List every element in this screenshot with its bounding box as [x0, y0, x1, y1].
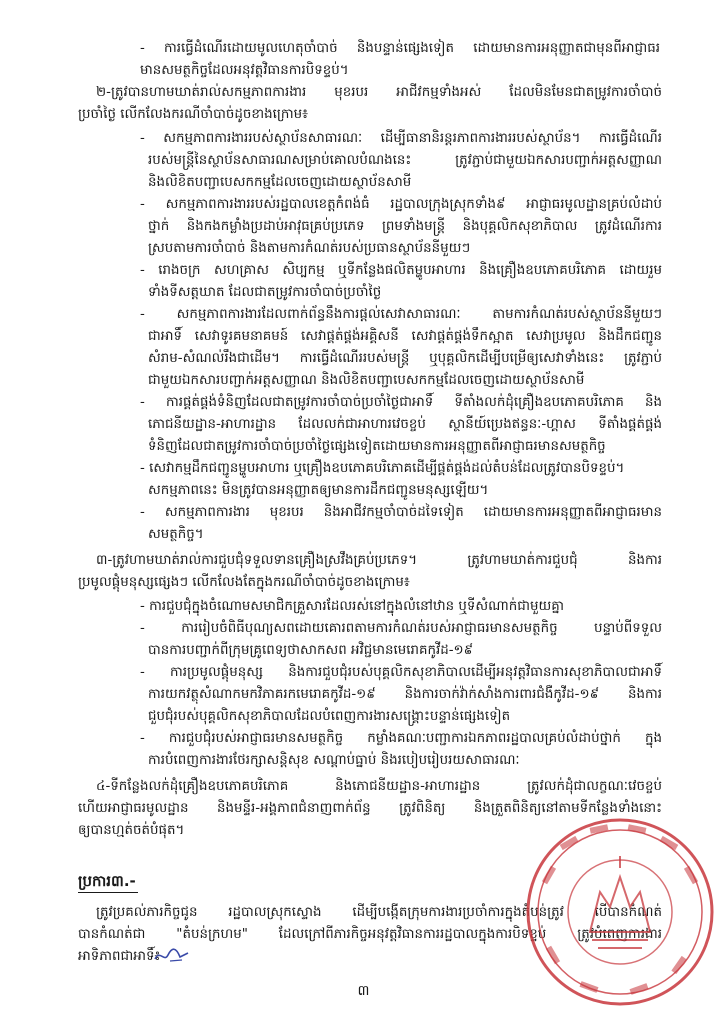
- text-line: ការយកវត្ថុសំណាកមកវិភាគរកមេរោគកូវីដ-១៩ និងការចាក់វ៉ាក់សាំងការពារជំងឺកូវីដ-១៩ និងការ: [148, 687, 662, 702]
- text-line: ប្រចាំថ្ងៃ លើកលែងករណីចាំបាច់ដូចខាងក្រោម៖: [78, 107, 308, 122]
- text-line: ថ្នាក់ និងកងកម្លាំងប្រដាប់អាវុធគ្រប់ប្រភេទ ព្រមទាំងមន្ត្រី និងបុគ្គលិកសុខាភិបាល ត្រូវដំណើរការ: [148, 219, 662, 234]
- text-line: ៤-ទីកន្លែងលក់ដុំគ្រឿងឧបភោគបរិភោគ និងភោជនីយដ្ឋាន-អាហារដ្ឋាន ត្រូវលក់ដុំជាលក្ខណៈវេចខ្ចប់: [96, 779, 662, 794]
- text-line: - ការជួបជុំរបស់អាជ្ញាធរមានសមត្ថកិច្ច កម្លាំងគណៈបញ្ជាការឯកភាពរដ្ឋបាលគ្រប់លំដាប់ថ្នាក់ ក្នុង: [140, 731, 662, 746]
- text-line: - សកម្មភាពការងារដែលពាក់ព័ន្ធនឹងការផ្តល់សេវាសាធារណៈ តាមការកំណត់របស់ស្ថាប័ននីមួយៗ: [140, 307, 662, 322]
- signature-mark: [152, 943, 192, 965]
- text-line: សកម្មភាពនេះ មិនត្រូវបានអនុញ្ញាតឲ្យមានការដឹកជញ្ជូនមនុស្សឡើយ។: [148, 483, 489, 498]
- article-heading: ប្រការ៣.-: [78, 872, 136, 890]
- text-line: ជាអាទិ៍ សេវាទូរគមនាគមន៍ សេវាផ្គត់ផ្គង់អគ្គិសនី សេវាផ្គត់ផ្គង់ទឹកស្អាត សេវាប្រមូល និងដឹកជញ្ជូន: [148, 329, 662, 344]
- text-line: ជួបជុំរបស់បុគ្គលិកសុខាភិបាលដែលបំពេញការងារសង្គ្រោះបន្ទាន់ផ្សេងទៀត: [148, 709, 511, 724]
- text-line: របស់មន្ត្រីនៃស្ថាប័នសាធារណសម្រាប់គោលបំណងនេះ ត្រូវភ្ជាប់ជាមួយឯកសារបញ្ជាក់អត្តសញ្ញាណ: [148, 153, 662, 168]
- text-line: ទំនិញដែលជាតម្រូវការចាំបាច់ប្រចាំថ្ងៃផ្សេងទៀតដោយមានការអនុញ្ញាតពីអាជ្ញាធរមានសមត្ថកិច្ច: [148, 439, 606, 454]
- page-number: ៣: [357, 983, 370, 999]
- text-line: សមត្ថកិច្ច។: [148, 527, 204, 542]
- heading-underline: [78, 892, 138, 893]
- text-line: ៣-ត្រូវហាមឃាត់រាល់ការជួបជុំទទួលទានគ្រឿងស្រវឹងគ្រប់ប្រភេទ។ ត្រូវហាមឃាត់ការជួបជុំ និងការ: [96, 553, 662, 568]
- text-line: និងលិខិតបញ្ជាបេសកកម្មដែលចេញដោយស្ថាប័នសាមី: [148, 175, 412, 190]
- text-line: អាទិភាពជាអាទិ៍៖: [78, 949, 161, 964]
- text-line: - សកម្មភាពការងារ មុខរបរ និងអាជីវកម្មចាំបាច់ដទៃទៀត ដោយមានការអនុញ្ញាតពីអាជ្ញាធរមាន: [140, 505, 662, 520]
- text-line: សំរាម-សំណល់រឹងជាដើម។ ការធ្វើដំណើររបស់មន្ត្រី ឬបុគ្គលិកដើម្បីបម្រើឲ្យសេវាទាំងនេះ ត្រូវភ្ជាប់: [148, 351, 662, 366]
- text-line: ហើយអាជ្ញាធរមូលដ្ឋាន និងមន្ទីរ-អង្គភាពជំនាញពាក់ព័ន្ធ ត្រូវពិនិត្យ និងត្រួតពិនិត្យនៅតាមទីកន្លែងទាំងនោះ: [78, 801, 662, 816]
- text-line: - ការធ្វើដំណើរដោយមូលហេតុចាំបាច់ និងបន្ទាន់ផ្សេងទៀត ដោយមានការអនុញ្ញាតជាមុនពីអាជ្ញាធរ: [140, 41, 660, 56]
- text-line: ឲ្យបានហ្មត់ចត់បំផុត។: [78, 823, 185, 838]
- text-line: បានការបញ្ជាក់ពីក្រុមគ្រូពេទ្យថាសាកសព អវិជ្ជមានមេរោគកូវីដ-១៩: [148, 643, 474, 658]
- text-line: ទាំងទីសត្តឃាត ដែលជាតម្រូវការចាំបាច់ប្រចាំថ្ងៃ: [148, 285, 382, 300]
- text-line: - សកម្មភាពការងាររបស់ស្ថាប័នសាធារណៈ ដើម្បីធានានិរន្តរភាពការងាររបស់ស្ថាប័ន។ ការធ្វើដំណើរ: [140, 131, 662, 146]
- text-line: ស្របតាមការចាំបាច់ និងតាមការកំណត់របស់ប្រធានស្ថាប័ននីមួយៗ: [148, 241, 471, 256]
- text-line: - សកម្មភាពការងាររបស់រដ្ឋបាលខេត្តកំពង់ធំ រដ្ឋបាលក្រុងស្រុកទាំង៩ អាជ្ញាធរមូលដ្ឋានគ្រប់លំដាប់: [140, 197, 662, 212]
- text-line: ២-ត្រូវបានហាមឃាត់រាល់សកម្មភាពការងារ មុខរបរ អាជីវកម្មទាំងអស់ ដែលមិនមែនជាតម្រូវការចាំបាច់: [96, 85, 662, 100]
- text-line: - សេវាកម្មដឹកជញ្ជូនម្ហូបអាហារ ឬគ្រឿងឧបភោគបរិភោគដើម្បីផ្គត់ផ្គង់ដល់តំបន់ដែលត្រូវបានបិទខ្ទប់។: [140, 461, 625, 476]
- text-line: ការបំពេញការងារថែរក្សាសន្តិសុខ សណ្តាប់ធ្នាប់ និងរបៀបរៀបរយសាធារណៈ: [148, 753, 520, 768]
- text-line: - ការប្រមូលផ្តុំមនុស្ស និងការជួបជុំរបស់បុគ្គលិកសុខាភិបាលដើម្បីអនុវត្តវិធានការសុខាភិបាលជាអាទិ៍: [140, 665, 662, 680]
- text-line: មានសមត្ថកិច្ចដែលអនុវត្តវិធានការបិទខ្ទប់។: [140, 63, 349, 78]
- text-line: ត្រូវប្រគល់ភារកិច្ចជូន រដ្ឋបាលស្រុកស្ទោង ដើម្បីបង្កើតក្រុមការងារប្រចាំការក្នុងតំបន់ត្រូវ បើបានកំណត់: [96, 905, 662, 920]
- text-line: - ការជួបជុំក្នុងចំណោមសមាជិកគ្រួសារដែលរស់នៅក្នុងលំនៅឋាន ឬទីសំណាក់ជាមួយគ្នា: [140, 599, 565, 614]
- text-line: - រោងចក្រ សហគ្រាស សិប្បកម្ម ឬទីកន្លែងផលិតម្ហូបអាហារ និងគ្រឿងឧបភោគបរិភោគ ដោយរួម: [140, 263, 662, 278]
- text-line: - ការផ្គត់ផ្គង់ទំនិញដែលជាតម្រូវការចាំបាច់ប្រចាំថ្ងៃជាអាទិ៍ ទីតាំងលក់ដុំគ្រឿងឧបភោគបរិភោគ និង: [140, 395, 662, 410]
- text-line: ភោជនីយដ្ឋាន-អាហារដ្ឋាន ដែលលក់ជាអាហារវេចខ្ចប់ ស្ថានីយ៍ប្រេងឥន្ធនៈ-ហ្គាស ទីតាំងផ្គត់ផ្គង់: [148, 417, 662, 432]
- text-line: ជាមួយឯកសារបញ្ជាក់អត្តសញ្ញាណ និងលិខិតបញ្ជាបេសកកម្មដែលចេញដោយស្ថាប័នសាមី: [148, 373, 585, 388]
- text-line: បានកំណត់ជា "តំបន់ក្រហម" ដែលក្រៅពីភារកិច្ចអនុវត្តវិធានការរដ្ឋបាលក្នុងការបិទខ្ទប់ ត្រូវបំពេញការងារ: [78, 927, 662, 942]
- text-line: ប្រមូលផ្តុំមនុស្សផ្សេងៗ លើកលែងតែក្នុងករណីចាំបាច់ដូចខាងក្រោម៖: [78, 575, 410, 590]
- text-line: - ការរៀបចំពិធីបុណ្យសពដោយគោរពតាមការកំណត់របស់អាជ្ញាធរមានសមត្ថកិច្ច បន្ទាប់ពីទទួល: [140, 621, 662, 636]
